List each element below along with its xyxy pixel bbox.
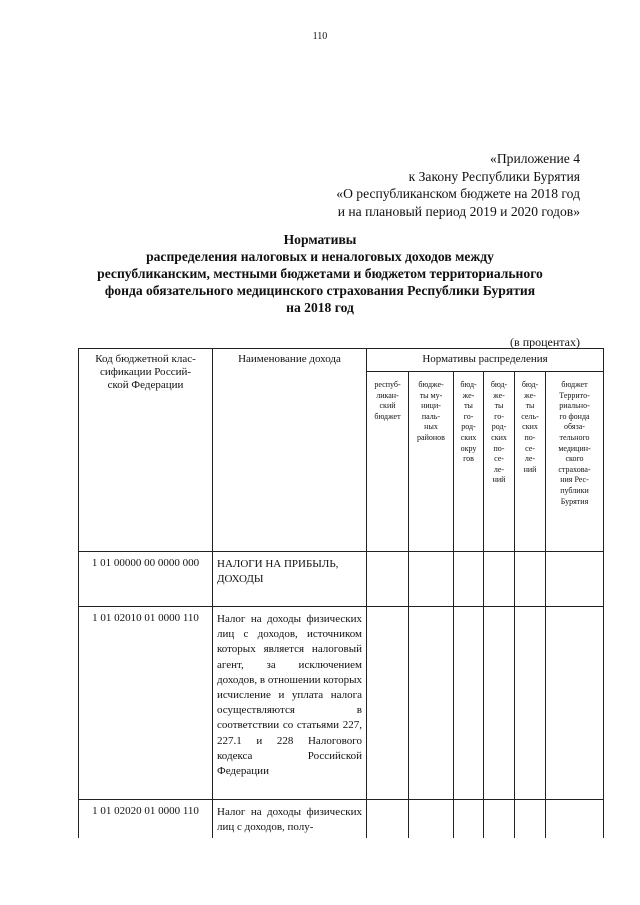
table-cell [484, 800, 515, 839]
appendix-line: «Приложение 4 [490, 151, 580, 166]
heading-line: распределения налоговых и неналоговых доходов между [146, 249, 494, 264]
units-note: (в процентах) [510, 335, 580, 349]
row-name: НАЛОГИ НА ПРИБЫЛЬ, ДОХОДЫ [213, 552, 367, 607]
table-cell [409, 607, 454, 800]
header-municipal-districts: бюдже- ты му- ници- паль- ных районов [409, 372, 454, 552]
row-code: 1 01 02020 01 0000 110 [79, 800, 213, 839]
table-row [79, 607, 604, 800]
heading-line: на 2018 год [286, 300, 354, 315]
row-name [213, 800, 367, 839]
header-rural-settlements: бюд- же- ты сель- ских по- се- ле- ний [515, 372, 546, 552]
row-code: 1 01 00000 00 0000 000 [79, 552, 213, 607]
table-cell [546, 800, 604, 839]
header-norms: Нормативы распределения [367, 349, 604, 372]
row-code: 1 01 02010 01 0000 110 [79, 607, 213, 800]
appendix-line: к Закону Республики Бурятия [408, 168, 580, 184]
page-number: 110 [312, 31, 328, 42]
appendix-reference [336, 150, 580, 220]
header-city-settlements: бюд- же- ты го- род- ских по- се- ле- ний [484, 372, 515, 552]
table-cell [409, 552, 454, 607]
header-code: Код бюджетной клас- сификации Россий- ской Федерации [79, 349, 213, 552]
row-name-text: Налог на доходы физических лиц с доходов, полу- [217, 806, 362, 834]
heading-line: республиканским, местными бюджетами и бюджетом территориального [97, 266, 543, 281]
table-cell [546, 552, 604, 607]
table-cell [515, 552, 546, 607]
heading-line: фонда обязательного медицинского страхования Республики Бурятия [104, 283, 536, 298]
table-cell [515, 607, 546, 800]
table-row [79, 800, 604, 839]
document-heading [40, 231, 600, 316]
table-cell [367, 552, 409, 607]
norms-table [78, 348, 604, 838]
table-cell [515, 800, 546, 839]
table-cell [409, 800, 454, 839]
appendix-line: и на плановый период 2019 и 2020 годов» [337, 203, 580, 219]
heading-title: Нормативы [283, 232, 357, 247]
header-city-districts: бюд- же- ты го- род- ских окру гов [454, 372, 484, 552]
table-cell [454, 800, 484, 839]
header-republican-budget: респуб- ликан- ский бюджет [367, 372, 409, 552]
table-cell [546, 607, 604, 800]
table-cell [454, 552, 484, 607]
table-cell [367, 800, 409, 839]
table-row [79, 552, 604, 607]
table-cell [454, 607, 484, 800]
header-medical-insurance-fund: бюджет Террито- риально- го фонда обяза- тельного медицин- ского страхова- ния Рес- публики Бурятия [546, 372, 604, 552]
appendix-line: «О республиканском бюджете на 2018 год [336, 186, 580, 201]
row-name: Налог на доходы физических лиц с доходов, источником которых является налоговый агент, за исключением доходов, в отношении которых исчисление и уплата налога осуществляются в соответствии со статьями 227, 227.1 и 228 Налогового кодекса Российской Федерации [213, 607, 367, 800]
table-cell [367, 607, 409, 800]
table-cell [484, 552, 515, 607]
header-name: Наименование дохода [213, 349, 367, 552]
table-cell [484, 607, 515, 800]
